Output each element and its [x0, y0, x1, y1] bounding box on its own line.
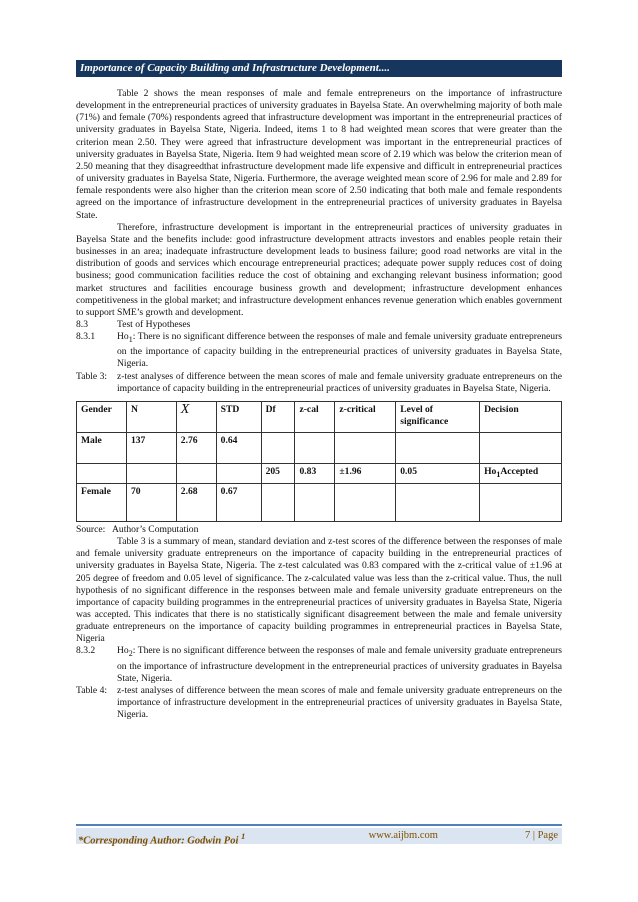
hypothesis-text: $Ho_2$: There is no significant difference between the responses of male and female university graduate entrepreneurs on the importance of infrastructure development in the entrepreneurial practices of university graduates in Bayelsa State, Nigeria. [117, 645, 562, 684]
running-header-title: Importance of Capacity Building and Infrastructure Development.... [80, 62, 390, 74]
cell-zcal: 0.83 [295, 463, 335, 483]
cell-mean: 2.76 [176, 432, 216, 463]
paragraph-table3-discussion: Table 3 is a summary of mean, standard deviation and z-test scores of the difference between the responses of male and female university graduate entrepreneurs on the importance of capacity building in the entrepreneurial practices of university graduates in Bayelsa State, Nigeria. The z-test calculated was 0.83 compared with the z-critical value of ±1.96 at 205 degree of freedom and 0.05 level of significance. The z-calculated value was less than the z-critical value. Thus, the null hypothesis of no significant difference in the responses between male and female university graduate entrepreneurs on the importance of capacity building programmes in the entrepreneurial practices of university graduates in Bayelsa State, Nigeria was accepted. This indicates that there is no statistically significant disagreement between the male and female university graduate entrepreneurs on the importance of capacity building programmes in entrepreneurial practices in Bayelsa State, Nigeria [76, 536, 562, 645]
cell-empty [261, 483, 295, 521]
cell-empty [480, 483, 562, 521]
header-df: Df [261, 401, 295, 432]
table-row-female [77, 483, 562, 521]
hypothesis-8-3-2 [76, 645, 562, 684]
cell-empty [261, 432, 295, 463]
cell-std: 0.67 [216, 483, 261, 521]
section-title: Test of Hypotheses [117, 318, 191, 330]
hypothesis-8-3-1 [76, 331, 562, 370]
header-zcal: z-cal [295, 401, 335, 432]
header-mean [176, 401, 216, 432]
header-std: STD [216, 401, 261, 432]
table-row-male [77, 432, 562, 463]
section-number: 8.3 [76, 318, 88, 330]
cell-empty [126, 463, 176, 483]
cell-empty [335, 432, 396, 463]
cell-empty [295, 483, 335, 521]
hypothesis-text: $Ho_1$: There is no significant difference between the responses of male and female university graduate entrepreneurs on the importance of capacity building in the entrepreneurial practices of university graduates in Bayelsa State, Nigeria. [117, 331, 562, 370]
table-label: Table 4: [76, 684, 108, 696]
table-row-statistics [77, 463, 562, 483]
cell-empty [396, 432, 480, 463]
page-number: 7 | Page [524, 830, 558, 841]
cell-gender: Female [77, 483, 127, 521]
page-body [76, 88, 562, 721]
table-source: Source: Author’s Computation [76, 523, 199, 535]
cell-empty [216, 463, 261, 483]
table4-caption [76, 685, 562, 721]
hypothesis-number: 8.3.1 [76, 331, 96, 343]
cell-n: 137 [126, 432, 176, 463]
cell-empty [335, 483, 396, 521]
cell-mean: 2.68 [176, 483, 216, 521]
paragraph-infrastructure-benefits: Therefore, infrastructure development is important in the entrepreneurial practices of university graduates in Bayelsa State and the benefits include: good infrastructure development attracts investors and enables people retain their businesses in an area; inadequate infrastructure development leads to business failure; good road networks are vital in the distribution of goods and services which encourage entrepreneurial practices; adequate power supply reduces cost of doing business; good communication facilities reduce the cost of obtaining and exchanging relevant business information; good market structures and facilities encourage business growth and development; infrastructure development enhances competitiveness in the global market; and infrastructure development enhances revenue generation which enables government to support SME’s growth and development. [76, 221, 562, 318]
cell-empty [480, 432, 562, 463]
z-test-table [76, 401, 562, 522]
cell-empty [396, 483, 480, 521]
header-zcritical: z-critical [335, 401, 396, 432]
corresponding-author: *Corresponding Author: Godwin Poi $^1$ [78, 831, 246, 847]
table-caption-text: z-test analyses of difference between the mean scores of male and female university graduate entrepreneurs on the importance of capacity building in the entrepreneurial practices of university graduates in Bayelsa State, Nigeria. [117, 370, 562, 394]
cell-empty [295, 432, 335, 463]
header-decision: Decision [480, 401, 562, 432]
cell-gender: Male [77, 432, 127, 463]
header-level: Level of significance [396, 401, 480, 432]
table-label: Table 3: [76, 370, 108, 382]
hypothesis-number: 8.3.2 [76, 645, 96, 657]
cell-df: 205 [261, 463, 295, 483]
table-caption-text: z-test analyses of difference between the mean scores of male and female university graduate entrepreneurs on the importance of infrastructure development in the entrepreneurial practices of university graduates in Bayelsa State, Nigeria. [117, 684, 562, 721]
header-gender: Gender [77, 401, 127, 432]
section-heading-8-3 [76, 319, 562, 331]
page-footer [76, 828, 562, 847]
cell-decision: $Ho_1Accepted$ [480, 463, 562, 483]
paragraph-table2-discussion: Table 2 shows the mean responses of male and female entrepreneurs on the importance of infrastructure development in the entrepreneurial practices of university graduates in Bayelsa State. An overwhelming majority of both male (71%) and female (70%) respondents agreed that infrastructure development was important in the entrepreneurial practices of university graduates in Bayelsa State, Nigeria. Indeed, items 1 to 8 had weighted mean scores that were greater than the criterion mean 2.50. They were agreed that infrastructure development was important in the entrepreneurial practices of university graduates in Bayelsa State, Nigeria. Item 9 had weighted mean score of 2.19 which was below the criterion mean of 2.50 meaning that they disagreedthat infrastructure development made life expensive and difficult in entrepreneurial practices of university graduates in Bayelsa State, Nigeria. Furthermore, the average weighted mean score of 2.96 for male and 2.89 for female respondents were also higher than the criterion mean score of 2.50 indicating that both male and female respondents agreed on the importance of infrastructure development in the entrepreneurial practices of university graduates in Bayelsa State. [76, 88, 562, 221]
table-header-row [77, 401, 562, 432]
journal-website[interactable]: www.aijbm.com [368, 830, 438, 841]
table3-caption [76, 371, 562, 395]
cell-n: 70 [126, 483, 176, 521]
cell-empty [176, 463, 216, 483]
cell-level: 0.05 [396, 463, 480, 483]
footer-rule [76, 824, 562, 826]
cell-empty [77, 463, 127, 483]
mean-symbol: $\overline{X}$ [180, 401, 190, 417]
header-n: N [126, 401, 176, 432]
cell-std: 0.64 [216, 432, 261, 463]
cell-zcritical: ±1.96 [335, 463, 396, 483]
running-header [76, 60, 562, 77]
